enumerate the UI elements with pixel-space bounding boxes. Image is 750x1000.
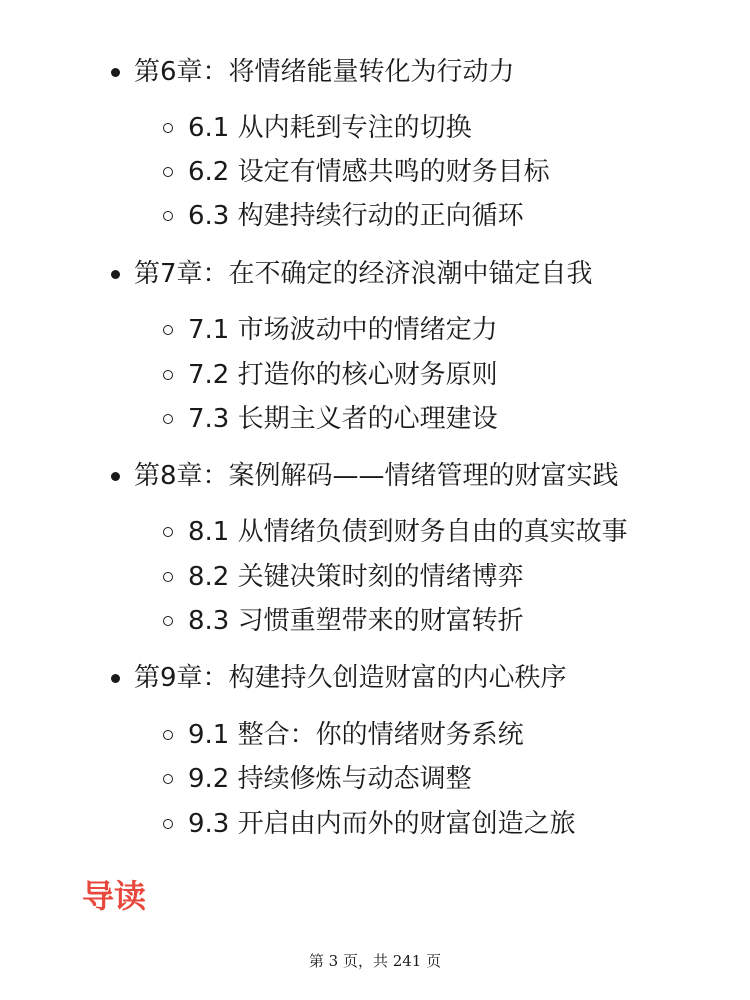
section-heading-introduction: 导读 xyxy=(82,877,147,915)
section-9-2-item xyxy=(188,762,472,796)
section-9-3-label: 9.3 开启由内而外的财富创造之旅 xyxy=(188,809,576,839)
circle-bullet-icon xyxy=(163,616,173,626)
section-7-1-item xyxy=(188,313,498,347)
circle-bullet-icon xyxy=(163,819,173,829)
section-9-1-item xyxy=(188,718,524,752)
bullet-icon xyxy=(111,472,120,481)
chapter-9-item xyxy=(134,661,567,695)
section-7-1-label: 7.1 市场波动中的情绪定力 xyxy=(188,315,498,345)
section-8-1-item xyxy=(188,515,628,549)
section-7-2-item xyxy=(188,358,498,392)
section-6-2-item xyxy=(188,155,550,189)
circle-bullet-icon xyxy=(163,527,173,537)
section-9-2-label: 9.2 持续修炼与动态调整 xyxy=(188,764,472,794)
page-footer: 第 3 页，共 241 页 xyxy=(308,952,442,970)
section-8-3-item xyxy=(188,604,524,638)
section-6-3-item xyxy=(188,199,524,233)
circle-bullet-icon xyxy=(163,370,173,380)
section-6-2-label: 6.2 设定有情感共鸣的财务目标 xyxy=(188,157,550,187)
chapter-9-title: 第9章：构建持久创造财富的内心秩序 xyxy=(134,663,567,693)
chapter-8-title: 第8章：案例解码——情绪管理的财富实践 xyxy=(134,461,619,491)
bullet-icon xyxy=(111,674,120,683)
section-8-3-label: 8.3 习惯重塑带来的财富转折 xyxy=(188,606,524,636)
section-7-3-item xyxy=(188,402,498,436)
bullet-icon xyxy=(111,68,120,77)
section-8-2-item xyxy=(188,560,524,594)
section-8-1-label: 8.1 从情绪负债到财务自由的真实故事 xyxy=(188,517,628,547)
section-6-1-label: 6.1 从内耗到专注的切换 xyxy=(188,113,472,143)
chapter-6-title: 第6章：将情绪能量转化为行动力 xyxy=(134,57,515,87)
circle-bullet-icon xyxy=(163,167,173,177)
section-9-3-item xyxy=(188,807,576,841)
section-7-3-label: 7.3 长期主义者的心理建设 xyxy=(188,404,498,434)
section-7-2-label: 7.2 打造你的核心财务原则 xyxy=(188,360,498,390)
chapter-7-title: 第7章：在不确定的经济浪潮中锚定自我 xyxy=(134,259,593,289)
section-6-1-item xyxy=(188,111,472,145)
circle-bullet-icon xyxy=(163,325,173,335)
bullet-icon xyxy=(111,270,120,279)
circle-bullet-icon xyxy=(163,414,173,424)
chapter-6-item xyxy=(134,55,515,89)
section-9-1-label: 9.1 整合：你的情绪财务系统 xyxy=(188,720,524,750)
chapter-8-item xyxy=(134,459,619,493)
circle-bullet-icon xyxy=(163,572,173,582)
section-6-3-label: 6.3 构建持续行动的正向循环 xyxy=(188,201,524,231)
circle-bullet-icon xyxy=(163,730,173,740)
chapter-7-item xyxy=(134,257,593,291)
circle-bullet-icon xyxy=(163,211,173,221)
circle-bullet-icon xyxy=(163,774,173,784)
circle-bullet-icon xyxy=(163,123,173,133)
section-8-2-label: 8.2 关键决策时刻的情绪博弈 xyxy=(188,562,524,592)
